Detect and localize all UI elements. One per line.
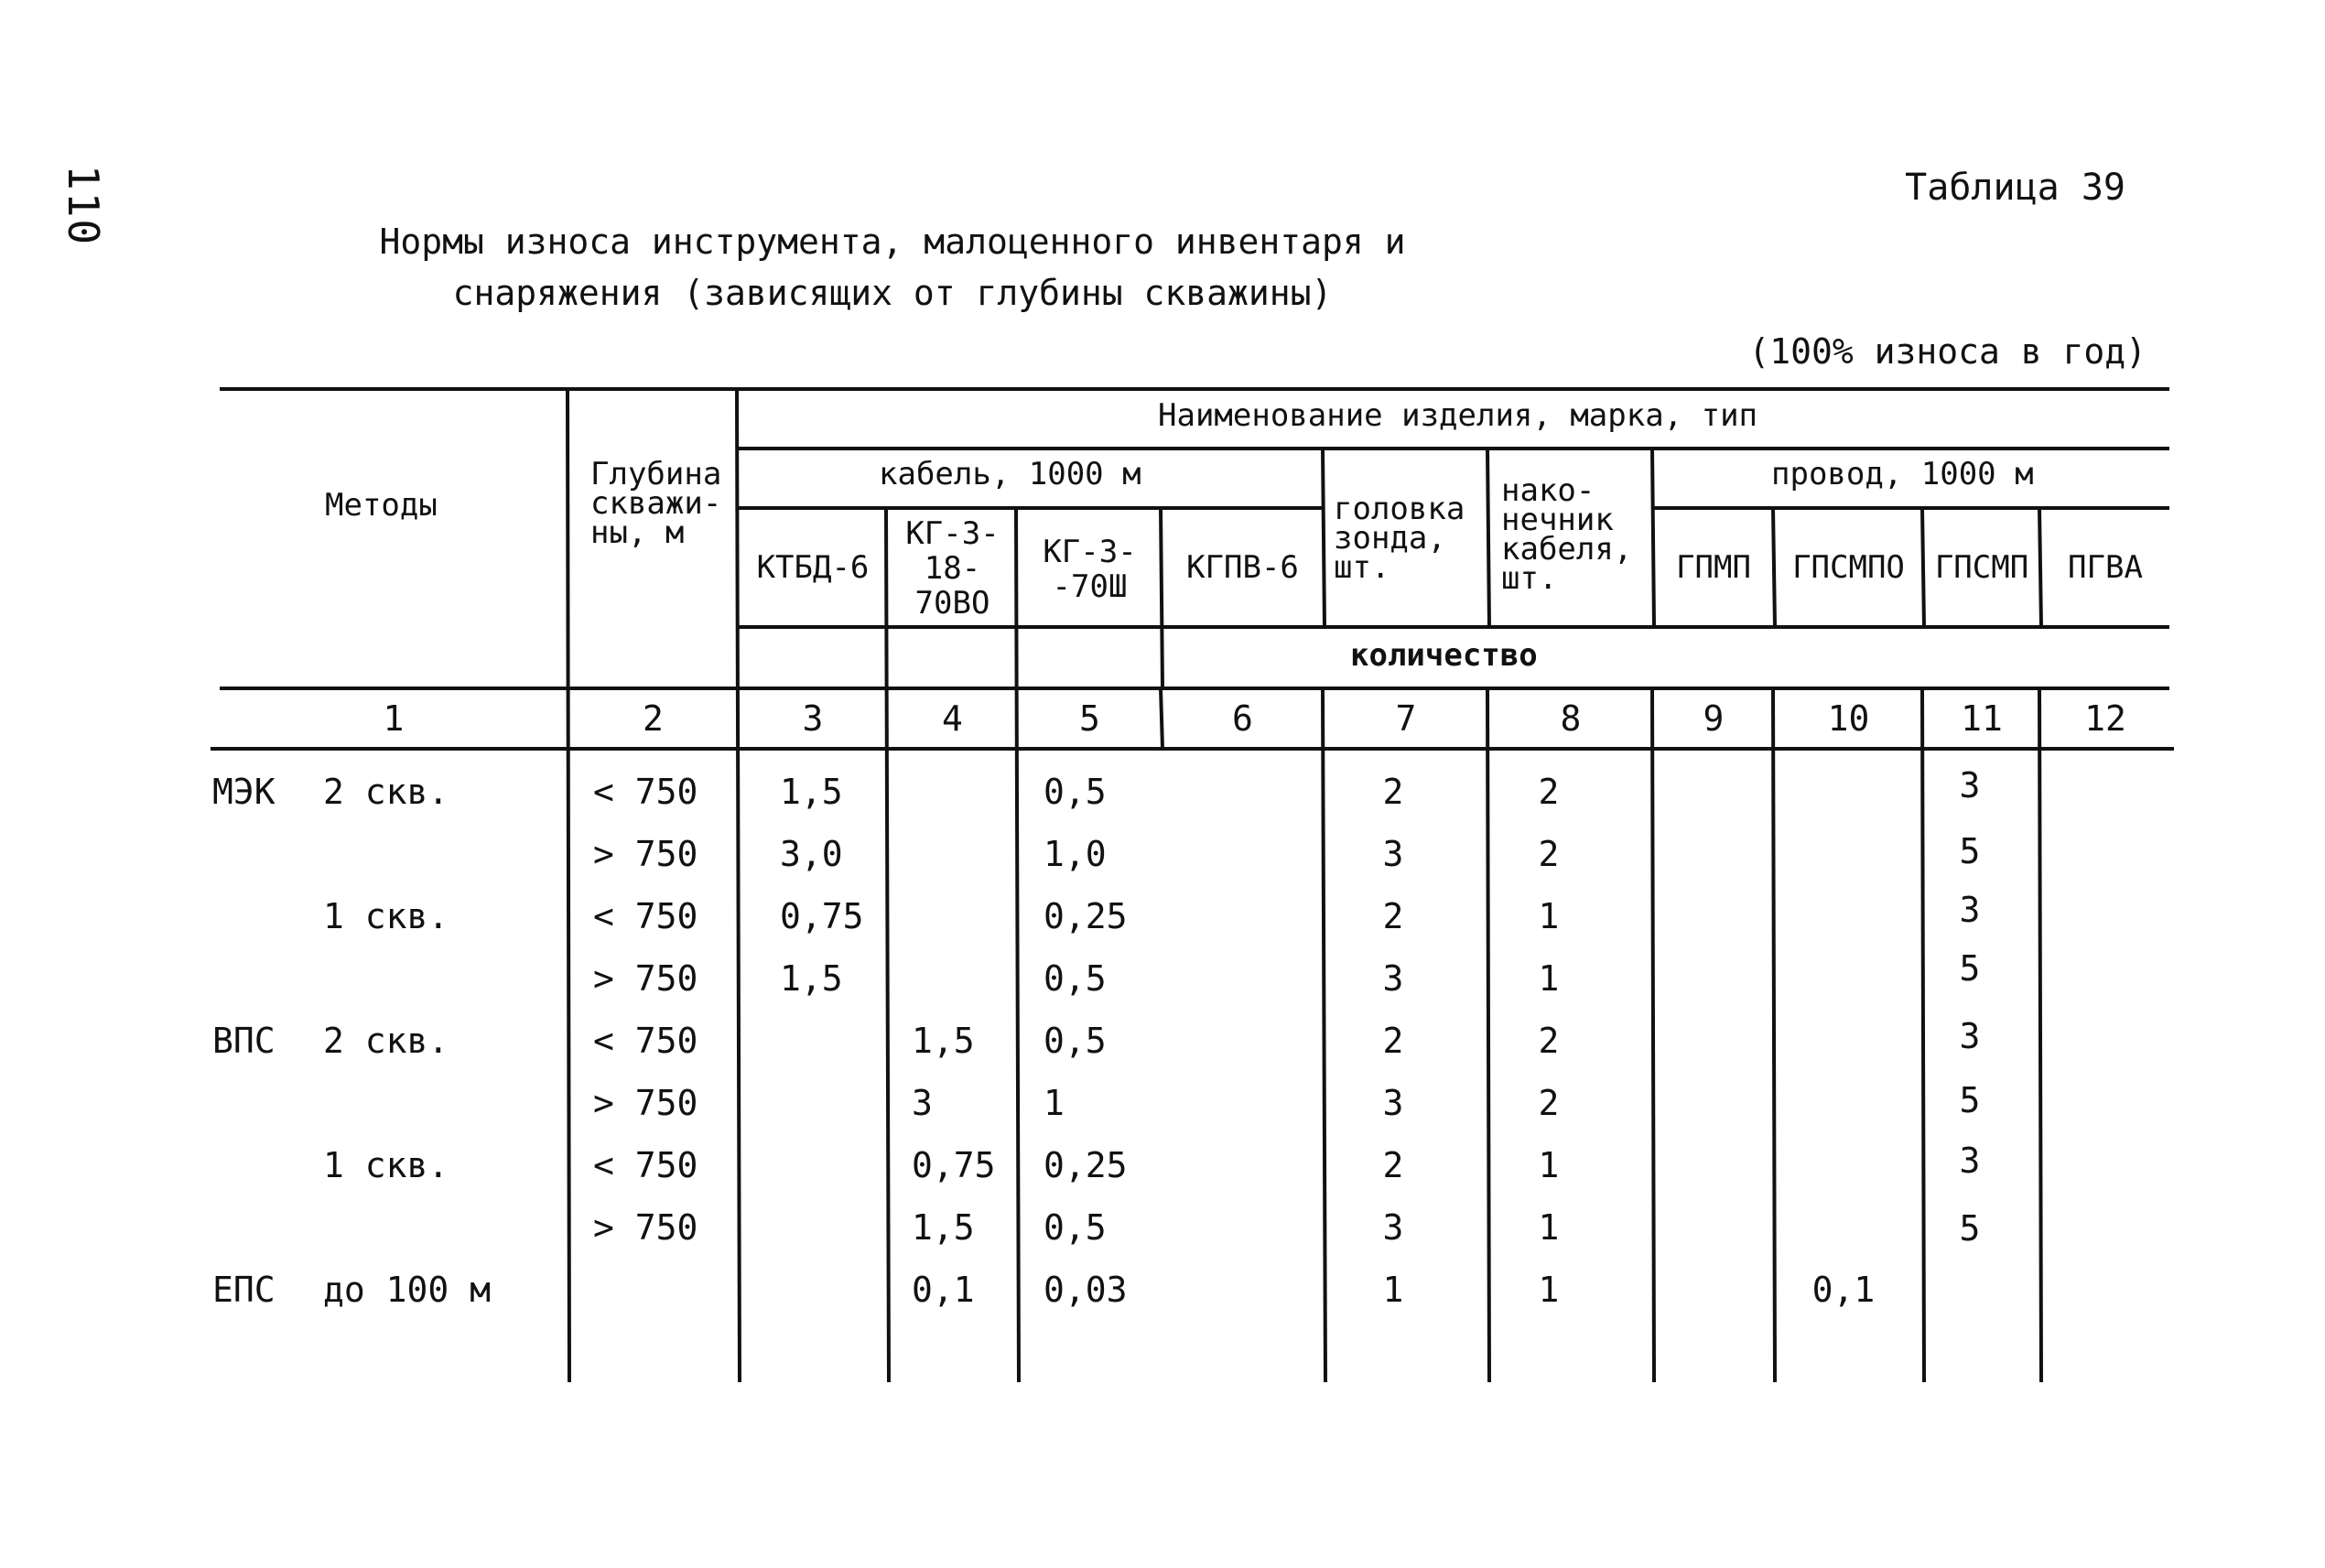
cell-wells: 2 скв.: [323, 772, 449, 812]
header-quantity: количество: [1350, 637, 1538, 674]
cell-col10: 0,1: [1811, 1270, 1876, 1310]
col-number-5: 5: [1079, 698, 1100, 739]
cell-wells: 1 скв.: [323, 896, 449, 936]
header-type-kgpv6: КГПВ-6: [1186, 549, 1299, 586]
cell-col3: 0,75: [780, 896, 864, 936]
cell-col8: 1: [1538, 1270, 1560, 1310]
cell-col4: 1,5: [912, 1021, 975, 1061]
cell-col4: 0,1: [912, 1270, 975, 1310]
cell-col8: 1: [1538, 896, 1560, 936]
col-number-12: 12: [2084, 698, 2126, 739]
header-item-name: Наименование изделия, марка, тип: [1158, 397, 1758, 434]
col-number-1: 1: [383, 698, 405, 739]
units-note: (100% износа в год): [1748, 331, 2147, 372]
col-number-10: 10: [1827, 698, 1870, 739]
cell-col3: 1,5: [780, 772, 843, 812]
cell-depth: < 750: [593, 772, 698, 812]
cell-col3: 1,5: [780, 958, 843, 999]
cell-col7: 3: [1382, 834, 1404, 874]
cell-depth: > 750: [593, 834, 698, 874]
cell-col4: 1,5: [912, 1207, 975, 1248]
cell-col7: 2: [1382, 772, 1404, 812]
cell-col5: 0,25: [1044, 1145, 1128, 1185]
cell-col11: 3: [1959, 1016, 1981, 1056]
col-number-4: 4: [942, 698, 963, 739]
header-methods: Методы: [325, 487, 438, 524]
col-number-3: 3: [802, 698, 824, 739]
cell-col11: 3: [1959, 890, 1981, 930]
cell-col5: 0,25: [1044, 896, 1128, 936]
cell-col5: 1: [1044, 1083, 1065, 1123]
cell-method: ЕПС: [212, 1270, 276, 1310]
col-number-11: 11: [1961, 698, 2003, 739]
cell-wells: 1 скв.: [323, 1145, 449, 1185]
cell-depth: < 750: [593, 1021, 698, 1061]
header-depth: Глубина скважи- ны, м: [590, 456, 722, 551]
cell-col11: 5: [1959, 948, 1981, 989]
cell-depth: > 750: [593, 1207, 698, 1248]
cell-col7: 2: [1382, 1021, 1404, 1061]
cell-col4: 0,75: [912, 1145, 996, 1185]
cell-col11: 3: [1959, 1141, 1981, 1181]
cell-method: ВПС: [212, 1021, 276, 1061]
cell-col7: 3: [1382, 958, 1404, 999]
cell-col5: 0,5: [1044, 772, 1107, 812]
cell-col11: 5: [1959, 831, 1981, 871]
cell-col8: 1: [1538, 958, 1560, 999]
cell-depth: > 750: [593, 1083, 698, 1123]
header-type-gpsmpo: ГПСМПО: [1792, 549, 1905, 586]
col-number-8: 8: [1560, 698, 1582, 739]
header-wire: провод, 1000 м: [1771, 456, 2034, 492]
cell-col7: 1: [1382, 1270, 1404, 1310]
cell-col7: 3: [1382, 1083, 1404, 1123]
cell-col5: 0,5: [1044, 1021, 1107, 1061]
cell-depth: > 750: [593, 958, 698, 999]
col-number-9: 9: [1703, 698, 1725, 739]
header-type-kg3-70sh: КГ-3- -70Ш: [1043, 534, 1137, 605]
col-number-7: 7: [1395, 698, 1417, 739]
cell-method: МЭК: [212, 772, 276, 812]
cell-col8: 2: [1538, 834, 1560, 874]
cell-col7: 2: [1382, 1145, 1404, 1185]
cell-col4: 3: [912, 1083, 933, 1123]
header-type-pgva: ПГВА: [2068, 549, 2143, 586]
cell-col5: 0,5: [1044, 958, 1107, 999]
page-number: 110: [59, 165, 108, 247]
cell-col8: 2: [1538, 1021, 1560, 1061]
header-type-kg3-18-70vo: КГ-3- 18- 70ВО: [905, 515, 1000, 622]
table-label: Таблица 39: [1905, 167, 2125, 209]
header-type-ktbd6: КТБД-6: [756, 549, 870, 586]
cell-col11: 5: [1959, 1208, 1981, 1249]
cell-col5: 1,0: [1044, 834, 1107, 874]
cell-depth: < 750: [593, 896, 698, 936]
cell-col7: 2: [1382, 896, 1404, 936]
cell-col7: 3: [1382, 1207, 1404, 1248]
cell-col5: 0,03: [1044, 1270, 1128, 1310]
cell-depth: < 750: [593, 1145, 698, 1185]
header-cable: кабель, 1000 м: [879, 456, 1141, 492]
header-probe-head: головка зонда, шт.: [1334, 491, 1465, 586]
cell-col8: 2: [1538, 772, 1560, 812]
header-type-gpsmp: ГПСМП: [1934, 549, 2029, 586]
title-line-1: Нормы износа инструмента, малоценного инвентаря и: [379, 222, 1406, 262]
cell-col11: 5: [1959, 1080, 1981, 1120]
cell-col8: 2: [1538, 1083, 1560, 1123]
header-cable-tip: нако- нечник кабеля, шт.: [1501, 472, 1633, 597]
cell-wells: до 100 м: [323, 1270, 492, 1310]
cell-col3: 3,0: [780, 834, 843, 874]
cell-col8: 1: [1538, 1145, 1560, 1185]
cell-col8: 1: [1538, 1207, 1560, 1248]
cell-col5: 0,5: [1044, 1207, 1107, 1248]
col-number-2: 2: [643, 698, 664, 739]
col-number-6: 6: [1232, 698, 1253, 739]
cell-wells: 2 скв.: [323, 1021, 449, 1061]
cell-col11: 3: [1959, 765, 1981, 806]
title-line-2: снаряжения (зависящих от глубины скважины): [452, 273, 1333, 313]
header-type-gpmp: ГПМП: [1676, 549, 1751, 586]
